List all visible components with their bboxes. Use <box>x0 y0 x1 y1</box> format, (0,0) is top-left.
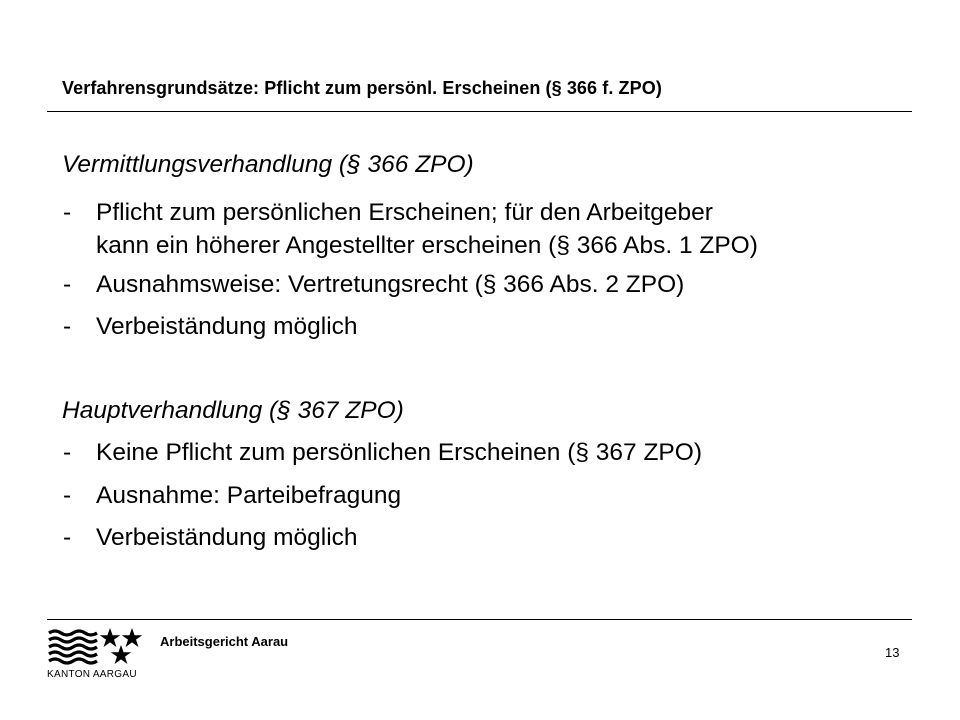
kanton-aargau-caption: KANTON AARGAU <box>47 669 137 680</box>
bullet-dash: - <box>63 439 72 466</box>
list-item <box>62 521 358 554</box>
list-item <box>62 479 401 512</box>
list-item <box>62 196 758 262</box>
list-item <box>62 436 702 469</box>
section-heading-haupt: Hauptverhandlung (§ 367 ZPO) <box>62 397 404 424</box>
list-item-text: Keine Pflicht zum persönlichen Erscheinen (§ 367 ZPO) <box>96 439 702 466</box>
list-item-text: Verbeiständung möglich <box>96 524 358 551</box>
list-item-text: Ausnahmsweise: Vertretungsrecht (§ 366 Abs. 2 ZPO) <box>96 271 685 298</box>
page-number: 13 <box>885 645 900 660</box>
list-item-text: Pflicht zum persönlichen Erscheinen; für den Arbeitgeber kann ein höherer Angestellter erscheinen (§ 366 Abs. 1 ZPO) <box>96 199 758 259</box>
list-item-text: Ausnahme: Parteibefragung <box>96 482 402 509</box>
bullet-dash: - <box>63 482 72 509</box>
organization-name: Arbeitsgericht Aarau <box>160 634 289 649</box>
bullet-dash: - <box>63 313 72 340</box>
section-heading-vermittlung: Vermittlungsverhandlung (§ 366 ZPO) <box>62 151 474 178</box>
bullet-dash: - <box>63 271 72 298</box>
list-item <box>62 268 684 301</box>
title-divider <box>47 111 912 112</box>
footer-divider <box>47 619 912 620</box>
list-item <box>62 310 358 343</box>
bullet-dash: - <box>63 199 72 226</box>
slide-title: Verfahrensgrundsätze: Pflicht zum persönl. Erscheinen (§ 366 f. ZPO) <box>62 78 662 98</box>
bullet-dash: - <box>63 524 72 551</box>
list-item-text: Verbeiständung möglich <box>96 313 358 340</box>
